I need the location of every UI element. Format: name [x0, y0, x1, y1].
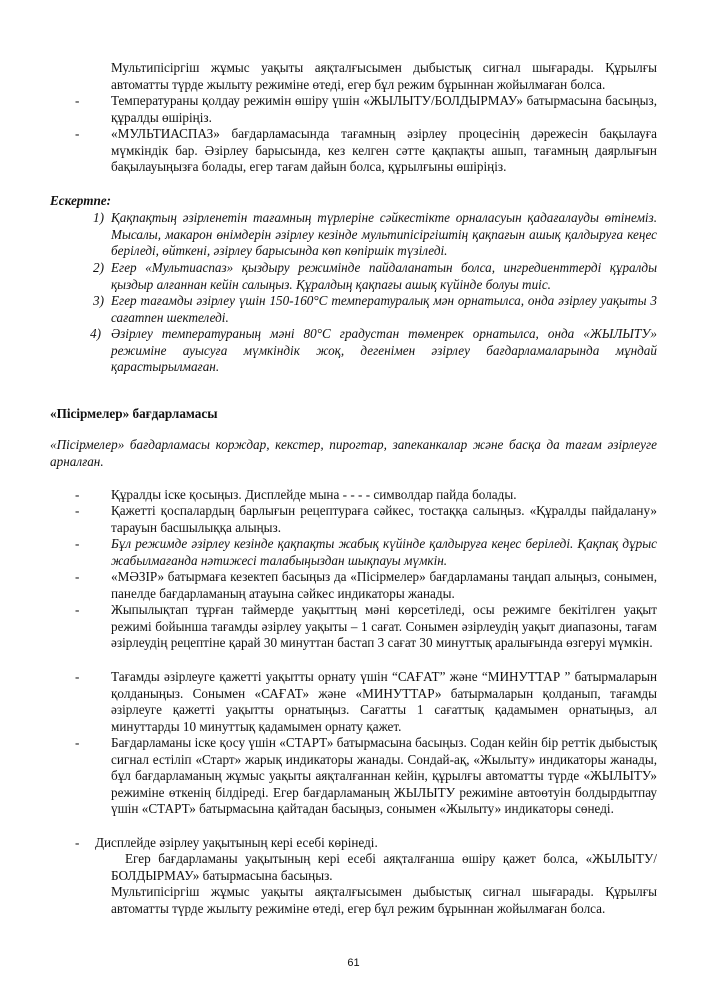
note-item: Қақпақтың әзірленетін тағамның түрлеріне сәйкестікте орналасуын қадағалауды өтінеміз. Мысалы, макарон өнімдерін әзірлеу кезінде мультипісіргіштің қақпағын ашық қалдыруға кеңес беріледі, өйткені, әзірлеу барысында көп көпіршік түзіледі. — [111, 210, 657, 259]
step-item: Тағамды әзірлеуге қажетті уақытты орнату үшін “САҒАТ” және “МИНУТТАР ” батырмаларын қолданыңыз. Сонымен «САҒАТ» және «МИНУТТАР» батырмаларын қолданып, тағамды әзірлеуге қажетті уақытты орнатыңыз. Сағатты 1 сағаттық қадамымен орнатыңыз, ал минуттарды 10 минуттық қадамымен орнату қажет. — [111, 669, 657, 734]
page-number: 61 — [347, 957, 360, 969]
bullet-dash: - — [75, 569, 80, 584]
section-intro: «Пісірмелер» бағдарламасы корждар, кекстер, пирогтар, запеканкалар және басқа да тағам әзірлеуге арналған. — [50, 437, 657, 469]
bullet-multicook-control: «МУЛЬТИАСПАЗ» бағдарламасында тағамның әзірлеу процесінің дәрежесін бақылауға мүмкіндік бар. Әзірлеу барысында, кез келген сәтте қақпақты ашып, тағамның даярлығын бақылауыңызға болады, егер тағам дайын болса, құрылғыны өшіріңіз. — [111, 126, 657, 175]
step-item: Бұл режимде әзірлеу кезінде қақпақты жабық күйінде қалдыруға кеңес беріледі. Қақпақ дұрыс жабылмағанда нәтижесі талабыңыздан шықпауы мүмкін. — [111, 536, 657, 568]
paragraph-auto-warm-end: Мультипісіргіш жұмыс уақыты аяқталғысымен дыбыстық сигнал шығарады. Құрылғы автоматты түрде жылыту режиміне өтеді, егер бұл режим бұрыннан жойылмаған болса. — [111, 884, 657, 916]
note-number: 2) — [93, 260, 104, 275]
note-item: Егер тағамды әзірлеу үшін 150-160°C температуралық мән орнатылса, онда әзірлеу уақыты 3 сағатпен шектеледі. — [111, 293, 657, 325]
step-item: «МӘЗІР» батырмаға кезектеп басыңыз да «Пісірмелер» бағдарламаны таңдап алыңыз, сонымен, панелде бағдарламаның атауына сәйкес индикаторы жанады. — [111, 569, 657, 601]
bullet-disable-warm: Температураны қолдау режимін өшіру үшін «ЖЫЛЫТУ/БОЛДЫРМАУ» батырмасына басыңыз, құралды өшіріңіз. — [111, 93, 657, 125]
bullet-dash: - — [75, 835, 80, 850]
bullet-dash: - — [75, 536, 80, 551]
bullet-dash: - — [75, 126, 80, 141]
step-item: Бағдарламаны іске қосу үшін «СТАРТ» батырмасына басыңыз. Содан кейін бір реттік дыбыстық сигнал естіліп «Старт» жарық индикаторы жанады. Сондай-ақ, «Жылыту» индикаторы жанады, бұл бағдарламаның жұмыс уақыты аяқталғаннан кейін, құрылғы автоматты түрде «ЖЫЛЫТУ» режиміне өткенің білдіреді. Егер бағдарламаның ЖЫЛЫТУ режиміне автоөтуін болдырдытпау үшін «СТАРТ» батырмасына қайтадан басыңыз, сонымен «Жылыту» индикаторы сөнеді. — [111, 735, 657, 817]
bullet-dash: - — [75, 487, 80, 502]
bullet-dash: - — [75, 602, 80, 617]
bullet-dash: - — [75, 735, 80, 750]
paragraph-cancel: Егер бағдарламаны уақытының кері есебі аяқталғанша өшіру қажет болса, «ЖЫЛЫТУ/БОЛДЫРМАУ» батырмасына басыңыз. — [111, 851, 657, 883]
note-item: Әзірлеу температураның мәні 80°C градустан төменрек орнатылса, онда «ЖЫЛЫТУ» режиміне ауысуға мүмкіндік жоқ, дегенімен әзірлеу бағдарламаларында мұндай қарастырылмаған. — [111, 326, 657, 375]
bullet-dash: - — [75, 93, 80, 108]
paragraph-auto-warm: Мультипісіргіш жұмыс уақыты аяқталғысымен дыбыстық сигнал шығарады. Құрылғы автоматты түрде жылыту режиміне өтеді, егер бұл режим бұрыннан жойылмаған болса. — [111, 60, 657, 92]
step-item: Дисплейде әзірлеу уақытының кері есебі көрінеді. — [95, 835, 378, 850]
note-number: 4) — [90, 326, 101, 341]
bullet-dash: - — [75, 669, 80, 684]
step-item: Қажетті қоспалардың барлығын рецептураға сәйкес, тостаққа салыңыз. «Құралды пайдалану» тарауын басшылыққа алыңыз. — [111, 503, 657, 535]
note-number: 3) — [93, 293, 104, 308]
note-item: Егер «Мультиаспаз» қыздыру режимінде пайдаланатын болса, ингредиенттерді құралды қыздыр алғаннан кейін салыңыз. Құралдың қақпағы ашық күйінде болуы тиіс. — [111, 260, 657, 292]
step-item: Құралды іске қосыңыз. Дисплейде мына - - - - символдар пайда болады. — [111, 487, 517, 502]
bullet-dash: - — [75, 503, 80, 518]
note-number: 1) — [93, 210, 104, 225]
notes-title: Ескертпе: — [50, 193, 112, 208]
section-heading: «Пісірмелер» бағдарламасы — [50, 406, 218, 421]
step-item: Жыпылықтап тұрған таймерде уақыттың мәні көрсетіледі, осы режимге бекітілген уақыт режимі бойынша тағамды әзірлеу уақыты – 1 сағат. Сонымен әзірлеудің уақыт диапазоны, тағам әзірлеудің рецептіне қарай 30 минуттан бастап 3 сағат 30 минуттық аралығында өзгеруі мүмкін. — [111, 602, 657, 651]
